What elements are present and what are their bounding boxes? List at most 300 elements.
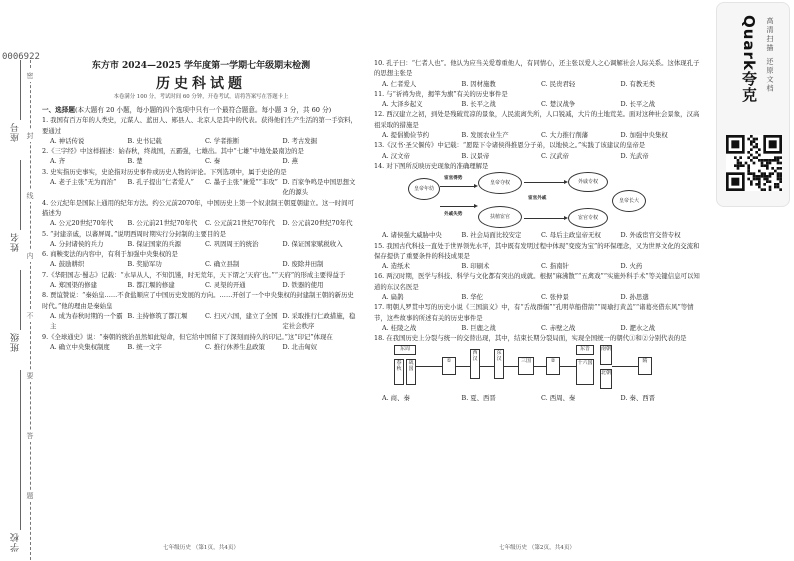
option-row	[42, 259, 360, 269]
diagram-node: 皇帝长大	[612, 190, 646, 212]
answer-option: B. 史书记载	[127, 136, 162, 145]
school-label: 学校	[11, 532, 21, 552]
qr-module	[779, 167, 782, 170]
qr-module	[763, 183, 766, 186]
seal-char: 密	[24, 70, 36, 82]
question	[374, 58, 700, 89]
qr-module	[769, 188, 772, 191]
question-stem: 16. 两汉时期，医学与科技、科学与文化都有突出的成就。根据“麻沸散”“五禽戏”“实施外科手术”等关键信息可以知道的东汉名医是	[374, 272, 700, 291]
question-list-left	[42, 115, 360, 352]
option-row	[374, 99, 700, 109]
answer-option: A. 分封诸侯的兵力	[50, 239, 104, 248]
answer-option: C. 巩固周王的统治	[205, 239, 259, 248]
qr-module	[779, 178, 782, 181]
section-desc: (本大题有 20 小题，每小题的四个选项中只有一个最符合题意。每小题 3 分，共 60 分)	[74, 106, 332, 114]
answer-option: C. 赤壁之战	[541, 323, 576, 332]
option-row	[374, 79, 700, 89]
dynasty-timeline-diagram	[394, 345, 694, 393]
qr-module	[774, 183, 777, 186]
qr-module	[774, 159, 777, 162]
question-stem: 17. 明朝人罗贯中写的历史小说《三国演义》中，有“舌战群儒”“孔明草船借箭”“周瑜打黄盖”“诸葛亮借东风”等情节，这些故事的所述有关的历史事件是	[374, 303, 694, 322]
qr-module	[750, 172, 753, 175]
qr-module	[761, 175, 764, 178]
question-stem: 5. “封建亲戚，以蕃屏周。”说明西周时期实行分封制的主要目的是	[42, 229, 227, 238]
qr-module	[753, 156, 756, 159]
answer-option: A. 神话传说	[50, 136, 85, 145]
answer-option: B. 汉景帝	[461, 151, 490, 160]
question-stem: 9.《全球通史》说：“秦朝的统治虽然如此短命，但它给中国留下了深刻而持久的印记。”这“印记”体现在	[42, 332, 333, 341]
answer-option: A. 汉文帝	[382, 151, 410, 160]
option-row	[42, 177, 360, 198]
qr-module	[769, 186, 772, 189]
option-row	[42, 218, 360, 228]
section-heading	[42, 105, 360, 115]
answer-option: B. 统一文字	[127, 342, 162, 351]
qr-module	[734, 156, 737, 159]
answer-option: C. 公元前21世纪70年代	[205, 219, 275, 228]
question	[42, 270, 360, 291]
qr-module	[763, 164, 766, 167]
qr-module	[747, 164, 750, 167]
right-page	[374, 58, 700, 553]
qr-module	[753, 138, 756, 141]
question	[374, 161, 700, 230]
answer-option: A. 桂陵之战	[382, 323, 417, 332]
qr-module	[758, 175, 761, 178]
answer-option: C. 汉武帝	[541, 151, 569, 160]
seat-fill-line	[20, 60, 21, 120]
answer-option: C. 秦	[205, 157, 221, 166]
diagram-label: 外戚失势	[444, 212, 463, 218]
question	[374, 271, 700, 302]
qr-module	[777, 167, 780, 170]
qr-module	[766, 178, 769, 181]
question	[42, 115, 360, 146]
seat-label: 座号	[11, 122, 21, 142]
qr-module	[763, 159, 766, 162]
timeline-box: 东晋	[576, 345, 594, 355]
qr-module	[777, 175, 780, 178]
qr-module	[747, 170, 750, 173]
qr-module	[779, 188, 782, 191]
qr-module	[753, 178, 756, 181]
answer-option: B. 楚	[127, 157, 143, 166]
option-row	[374, 323, 700, 333]
qr-module	[742, 164, 745, 167]
question	[374, 89, 700, 110]
qr-module	[750, 135, 753, 138]
qr-module	[769, 172, 772, 175]
qr-module	[739, 156, 742, 159]
qr-module	[747, 172, 750, 175]
qr-module	[750, 140, 753, 143]
qr-module	[761, 159, 764, 162]
qr-module	[771, 167, 774, 170]
answer-option: D. 长平之战	[620, 100, 656, 109]
answer-option: B. 主持修筑了都江堰	[127, 311, 188, 320]
option-row	[374, 151, 700, 161]
section-title: 一、选择题	[42, 106, 75, 114]
question-stem: 4. 公元纪年是国际上通用的纪年方法。约公元前2070年，中国历史上第一个奴隶制王朝夏朝建立。这一时间可描述为	[42, 198, 354, 217]
qr-module	[766, 164, 769, 167]
qr-module	[774, 170, 777, 173]
qr-module	[755, 175, 758, 178]
serial-number: 0006922	[2, 52, 40, 62]
qr-module	[750, 180, 753, 183]
answer-option: A. 扁鹊	[382, 293, 404, 302]
diagram-node: 宦官专权	[568, 208, 608, 228]
answer-option: C. 墨子主张“兼爱”“非攻”	[205, 178, 278, 187]
timeline-connector	[456, 366, 470, 367]
option-row	[374, 261, 700, 271]
answer-option: D. 孙思邈	[620, 293, 649, 302]
answer-option: D. 采取推行仁政措施，稳定社会秩序	[282, 311, 356, 331]
question	[42, 167, 360, 198]
qr-module	[737, 159, 740, 162]
question	[374, 140, 700, 161]
option-row	[374, 230, 700, 240]
answer-option: B. 巨鹿之战	[461, 323, 496, 332]
answer-option: B. 因材施教	[461, 79, 496, 88]
qr-module	[777, 178, 780, 181]
question-stem: 3. 史实指历史事实，史论指对历史事件或历史人物的评论。下列选项中，属于史论的是	[42, 167, 287, 176]
qr-module	[777, 162, 780, 165]
qr-module	[747, 151, 750, 154]
qr-module	[769, 140, 777, 148]
question-stem: 7.《华阳国志·蜀志》记载：“水旱从人，不知饥馑，时无荒年，天下谓之‘天府’也。”“天府”的形成主要得益于	[42, 270, 346, 279]
answer-option: B. 孔子提出“仁者爱人”	[127, 178, 194, 187]
qr-module	[777, 159, 780, 162]
qr-module	[771, 172, 774, 175]
qr-module	[777, 183, 780, 186]
qr-module	[750, 183, 753, 186]
question	[42, 198, 360, 229]
timeline-connector	[480, 366, 494, 367]
left-page	[42, 58, 360, 553]
class-fill-line	[20, 270, 21, 330]
qr-module	[766, 180, 769, 183]
diagram-arrow	[440, 206, 476, 207]
page-footer-right: 七年级历史 （第2页，共4页）	[498, 544, 576, 551]
answer-option: A. 商、秦	[382, 393, 410, 402]
answer-option: C. 灵渠的开通	[205, 281, 246, 290]
question	[42, 332, 360, 353]
timeline-box: 三国	[518, 357, 534, 375]
qr-module	[737, 164, 740, 167]
option-row	[374, 393, 700, 403]
option-row	[42, 156, 360, 166]
qr-module	[737, 162, 740, 165]
qr-module	[734, 164, 737, 167]
qr-module	[753, 140, 756, 143]
answer-option: A. 诸侯强大威胁中央	[382, 231, 442, 240]
option-row	[42, 136, 360, 146]
diagram-arrow	[440, 186, 476, 187]
answer-option: D. 铁器的使用	[282, 281, 324, 290]
answer-option: D. 北击匈奴	[282, 342, 318, 351]
timeline-box: ①	[442, 357, 456, 375]
qr-module	[750, 143, 753, 146]
answer-option: B. 发展农业生产	[461, 131, 509, 140]
scanner-watermark	[716, 2, 790, 207]
answer-option: C. 指南针	[541, 262, 569, 271]
qr-module	[771, 159, 774, 162]
dynasty-cycle-diagram	[408, 172, 648, 230]
timeline-box: 南朝	[600, 345, 612, 365]
qr-module	[766, 167, 769, 170]
question	[374, 109, 700, 140]
qr-module	[750, 154, 753, 157]
qr-module	[758, 148, 761, 151]
answer-option: C. 大力推行削藩	[541, 131, 589, 140]
answer-option: A. 大泽乡起义	[382, 100, 423, 109]
timeline-box: 十六国	[576, 359, 594, 385]
diagram-node: 扶植宦官	[478, 206, 522, 228]
qr-module	[758, 159, 761, 162]
answer-option: C. 西周、秦	[541, 393, 576, 402]
qr-module	[755, 183, 758, 186]
qr-module	[747, 156, 750, 159]
timeline-box: 东汉	[494, 349, 504, 379]
timeline-box: 春秋	[394, 359, 404, 385]
qr-module	[763, 172, 766, 175]
qr-module	[769, 159, 772, 162]
timeline-connector	[612, 366, 638, 367]
qr-module	[777, 156, 780, 159]
answer-option: D. 公元前20世纪70年代	[282, 219, 353, 228]
question	[374, 393, 700, 403]
timeline-connector	[416, 366, 442, 367]
question	[374, 302, 700, 333]
diagram-node: 皇帝年幼	[408, 178, 440, 200]
qr-module	[755, 143, 758, 146]
answer-option: B. 都江堰的修建	[127, 281, 175, 290]
diagram-arrow	[524, 218, 566, 219]
answer-option: C. 推行休养生息政策	[205, 342, 265, 351]
answer-option: A. 提倡勤俭节约	[382, 131, 430, 140]
qr-module	[753, 146, 756, 149]
answer-option: A. 齐	[50, 157, 66, 166]
seal-char: 封	[24, 130, 36, 142]
qr-module	[763, 175, 766, 178]
answer-option: B. 社会局面比较安定	[461, 231, 522, 240]
diagram-node: 皇帝夺权	[478, 172, 522, 194]
qr-module	[779, 180, 782, 183]
timeline-box: 西汉	[470, 349, 480, 379]
timeline-box: 隋	[638, 357, 652, 375]
option-row	[374, 292, 700, 302]
answer-option: A. 确立中央集权制度	[50, 342, 110, 351]
qr-module	[758, 186, 761, 189]
qr-module	[750, 148, 753, 151]
timeline-connector	[534, 366, 546, 367]
name-label: 姓名	[11, 232, 21, 252]
qr-module	[753, 175, 756, 178]
question-list-right	[374, 58, 700, 403]
exam-note: 本卷满分 100 分，考试时间 60 分钟，开卷考试，请将答案写在答题卡上	[113, 94, 289, 100]
answer-option: C. 确立县制	[205, 260, 240, 269]
answer-option: C. 扫灭六国，建立了全国	[205, 311, 278, 320]
answer-option: D. 光武帝	[620, 151, 649, 160]
qr-module	[739, 164, 742, 167]
answer-option: D. 考古发掘	[282, 136, 318, 145]
answer-option: D. 有教无类	[620, 79, 656, 88]
answer-option: B. 奖励军功	[127, 260, 162, 269]
qr-module	[755, 151, 758, 154]
question-stem: 11. 与“祈祷为贵，揭竿为旗”有关的历史事件是	[374, 89, 508, 98]
qr-module	[758, 183, 761, 186]
answer-option: A. 造纸术	[382, 262, 410, 271]
qr-module	[769, 162, 772, 165]
answer-option: D. 加强中央集权	[620, 131, 668, 140]
question-stem: 1. 我国有百万年的人类史，元谋人、蓝田人、郧县人、北京人是其中的代表。获得他们生产生活的第一手资料，要通过	[42, 116, 357, 135]
qr-module	[758, 178, 761, 181]
seal-char: 内	[24, 250, 36, 262]
qr-module	[750, 159, 753, 162]
seal-char: 线	[24, 190, 36, 202]
answer-option: D. 秦、西晋	[620, 393, 656, 402]
qr-module	[779, 172, 782, 175]
option-row	[42, 280, 360, 290]
qr-module	[763, 188, 766, 191]
seal-char: 要	[24, 370, 36, 382]
watermark-subtitle: 高清扫描 还原文档	[766, 17, 774, 94]
question-stem: 6. 商鞅变法的内容中，有利于加强中央集权的是	[42, 250, 178, 259]
answer-option: B. 印刷术	[461, 262, 490, 271]
qr-module	[761, 188, 764, 191]
answer-option: A. 仁者爱人	[382, 79, 417, 88]
qr-module	[747, 138, 750, 141]
qr-module	[779, 156, 782, 159]
qr-module	[758, 154, 761, 157]
diagram-arrow	[524, 182, 566, 183]
qr-module	[774, 156, 777, 159]
binding-gutter	[0, 0, 40, 561]
qr-module	[737, 167, 740, 170]
watermark-brand: Quark夸克	[740, 15, 758, 103]
answer-option: D. 百家争鸣是中国思想文化的源头	[282, 178, 356, 197]
qr-module	[779, 162, 782, 165]
qr-module	[761, 162, 764, 165]
question-stem: 13.《汉书·圣父偃传》中记载：“愿陛下令诸侯得推恩分子弟，以地侯之。”实践了该建议的皇帝是	[374, 141, 646, 150]
qr-module	[755, 138, 758, 141]
option-row	[374, 130, 700, 140]
qr-module	[761, 172, 764, 175]
timeline-box: 北朝	[600, 369, 612, 389]
question-stem: 8. 贾谊赞说：“秦始皇……不食盐顺应了中国历史发展的方向。……开创了一个中央集权的封建制王朝的新历史时代。”他的理由是秦始皇	[42, 291, 354, 310]
answer-option: C. 母后主政皇帝无权	[541, 231, 601, 240]
qr-module	[761, 164, 764, 167]
qr-module	[755, 156, 758, 159]
answer-option: C. 楚汉战争	[541, 100, 576, 109]
answer-option: B. 公元前21世纪70年代	[127, 219, 198, 228]
answer-option: D. 火药	[620, 262, 643, 271]
answer-option: C. 民贵君轻	[541, 79, 576, 88]
qr-module	[777, 186, 780, 189]
question-stem: 14. 对下图所反映历史现象的准确理解是	[374, 161, 489, 170]
question	[374, 230, 700, 240]
qr-module	[766, 175, 769, 178]
answer-option: D. 外戚宦官交替专权	[620, 231, 681, 240]
question-stem: 10. 孔子曰：“仁者人也”。他认为应当关爱尊重他人，有同情心，还主张以爱人之心调解社会人际关系。这体现孔子的思想主张是	[374, 59, 700, 78]
answer-option: B. 华佗	[461, 293, 484, 302]
qr-module	[731, 178, 739, 186]
timeline-connector	[560, 366, 576, 367]
answer-option: A. 鼓励耕织	[50, 260, 85, 269]
timeline-box: 东周	[394, 345, 416, 355]
qr-module	[745, 162, 748, 165]
question	[374, 333, 700, 392]
page-footer-left: 七年级历史 （第1页，共4页）	[162, 544, 240, 551]
question	[42, 146, 360, 167]
diagram-label: 宦官得势	[444, 176, 463, 182]
answer-option: D. 燕	[282, 157, 298, 166]
seal-char: 题	[24, 490, 36, 502]
option-row	[42, 342, 360, 352]
qr-code-icon	[726, 135, 782, 191]
answer-option: D. 废除井田制	[282, 260, 324, 269]
answer-option: D. 淝水之战	[620, 323, 656, 332]
answer-option: A. 公元20世纪70年代	[50, 219, 114, 228]
option-row	[42, 239, 360, 249]
answer-option: B. 长平之战	[461, 100, 496, 109]
qr-module	[731, 140, 739, 148]
name-fill-line	[20, 160, 21, 230]
option-row	[42, 311, 360, 332]
question-stem: 2.《三字经》中这样描述：始春秋，终战国，五霸强，七雄出。其中“七雄”中地处最南边的是	[42, 147, 304, 156]
school-fill-line	[20, 370, 21, 530]
qr-module	[747, 167, 750, 170]
answer-option: C. 张仲景	[541, 293, 569, 302]
question	[42, 290, 360, 331]
question	[42, 249, 360, 270]
question	[374, 241, 700, 272]
seal-char: 不	[24, 310, 36, 322]
answer-option: C. 学者推断	[205, 136, 240, 145]
answer-option: B. 夏、西晋	[461, 393, 496, 402]
timeline-box: ②	[546, 357, 560, 375]
answer-option: D. 保证国家赋税收入	[282, 239, 343, 248]
answer-option: A. 老子主张“无为而治”	[50, 178, 117, 187]
question-stem: 18. 在我国历史上分裂与统一的交替出现，其中，结束长期分裂局面，实现全国统一的朝代①和②分别代表的是	[374, 334, 687, 343]
qr-module	[758, 170, 761, 173]
qr-module	[779, 175, 782, 178]
qr-module	[769, 175, 772, 178]
answer-option: A. 成为春秋时期的一个霸主	[50, 311, 123, 331]
qr-module	[769, 180, 772, 183]
qr-module	[755, 178, 758, 181]
qr-module	[747, 178, 750, 181]
qr-module	[758, 180, 761, 183]
answer-option: B. 保证国家的兵源	[127, 239, 181, 248]
question-stem: 12. 西汉建立之初，到处是残破荒凉的景象，人民流离失所，人口锐减，大片的土地荒芜。面对这种社会景象，汉高祖采取的措施是	[374, 110, 700, 129]
question	[42, 229, 360, 250]
subject-title: 历史科试题	[156, 76, 246, 92]
seal-char: 答	[24, 430, 36, 442]
qr-module	[753, 162, 756, 165]
qr-module	[774, 186, 777, 189]
timeline-connector	[504, 366, 518, 367]
diagram-node: 外戚专权	[568, 172, 608, 192]
qr-module	[766, 162, 769, 165]
question-stem: 15. 我国古代科技一直处于世界领先水平，其中既有发明过程中体现“变废为宝”的环保理念，又为世界文化的交流和保存提供了重要条件的科技成果是	[374, 241, 700, 260]
exam-title: 东方市 2024—2025 学年度第一学期七年级期末检测	[91, 61, 311, 71]
answer-option: A. 郑国渠的修建	[50, 281, 98, 290]
timeline-box: 战国	[406, 359, 416, 385]
qr-module	[766, 159, 769, 162]
qr-module	[763, 178, 766, 181]
qr-module	[753, 172, 756, 175]
